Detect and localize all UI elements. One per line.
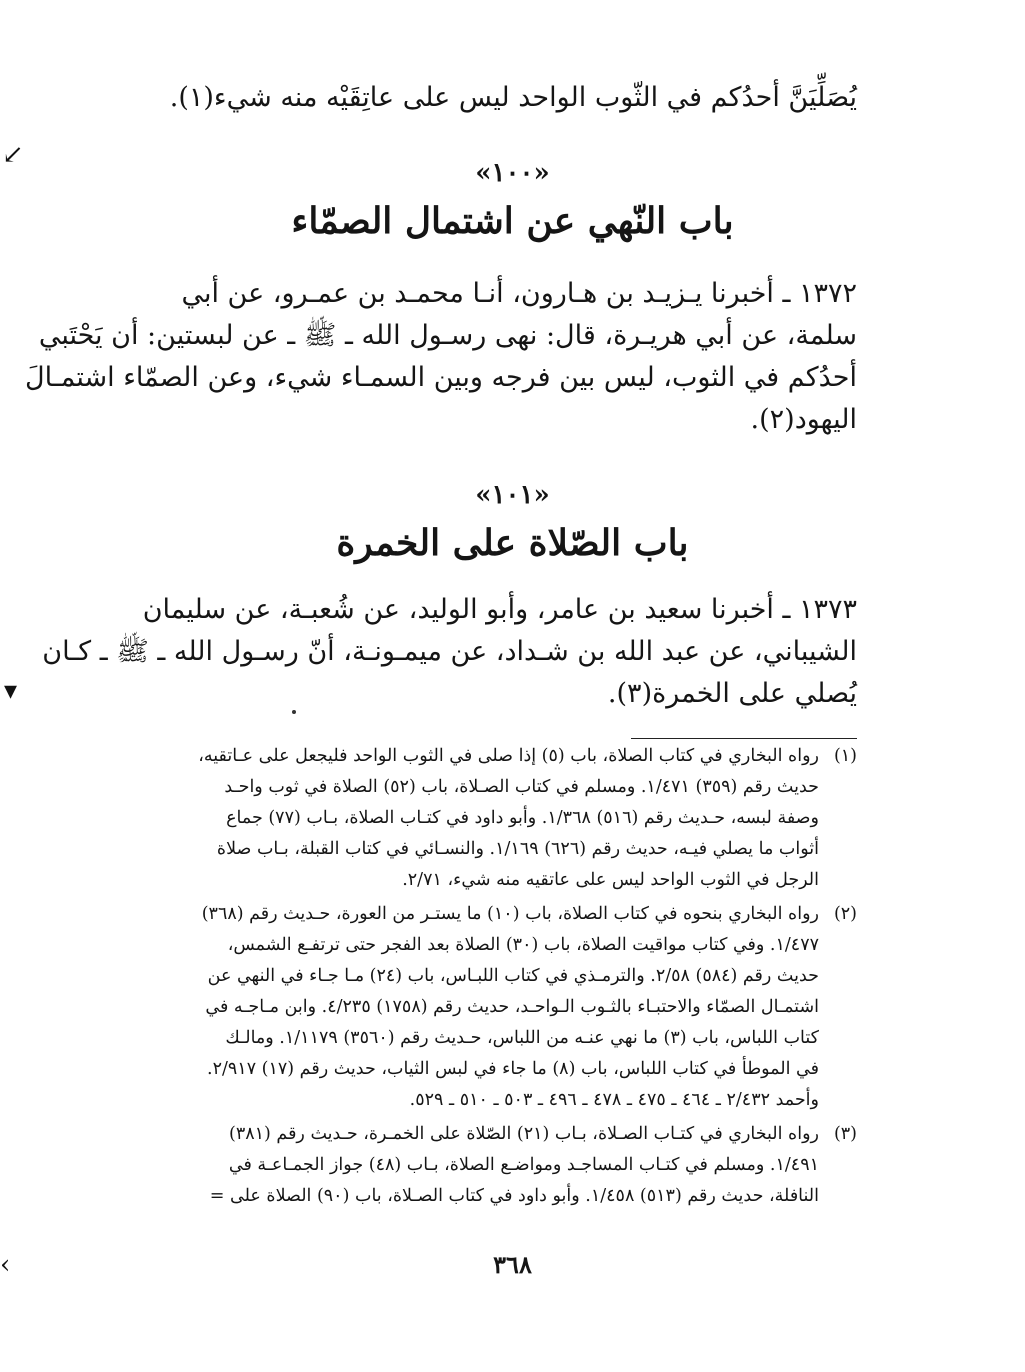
footnote-number: (٣)	[833, 1124, 857, 1144]
footnote-line	[157, 1124, 857, 1145]
footnote-line	[157, 746, 857, 767]
footnote-line: في الموطأ في كتاب اللباس، باب (٨) ما جاء في لبس الثياب، حديث رقم (١٧) ٢/٩١٧.	[207, 1059, 819, 1079]
margin-mark-middle-left: ▾	[4, 676, 18, 706]
footnote-line	[157, 904, 857, 925]
footnote-line: النافلة، حديث رقم (٥١٣) ١/٤٥٨. وأبو داود في كتاب الصـلاة، باب (٩٠) الصلاة على =	[209, 1186, 819, 1206]
footnote-separator	[631, 738, 857, 739]
footnote-line: الرجل في الثوب الواحد ليس على عاتقيه منه شيء، ٢/٧١.	[402, 870, 819, 890]
margin-mark-top-left: ↙	[2, 140, 24, 170]
hadith-line: ١٣٧٣ ـ أخبرنا سعيد بن عامر، وأبو الوليد، عن شُعبـة، عن سليمان	[142, 594, 857, 625]
section-number: «١٠٠»	[475, 158, 550, 188]
margin-mark-bottom-left: ‹	[0, 1250, 11, 1280]
footnote-number: (١)	[833, 746, 857, 766]
intro-line: يُصَلِّيَنَّ أحدُكم في الثّوب الواحد ليس على عاتِقَيْه منه شيء(١).	[169, 82, 857, 113]
hadith-line: يُصلي على الخمرة(٣).	[607, 678, 857, 709]
hadith-line: ١٣٧٢ ـ أخبرنا يـزيـد بن هـارون، أنـا محمـد بن عمـرو، عن أبي	[181, 278, 857, 309]
hadith-line: سلمة، عن أبي هريـرة، قال: نهى رسـول الله ـ ﷺ ـ عن لبستين: أن يَحْتَبي	[38, 320, 857, 351]
footnote-line: وصفة لبسه، حـديث رقم (٥١٦) ١/٣٦٨. وأبو داود في كتـاب الصلاة، بـاب (٧٧) جماع	[226, 808, 819, 828]
section-title: باب الصّلاة على الخمرة	[336, 522, 689, 564]
footnote-text: رواه البخاري بنحوه في كتاب الصلاة، باب (١٠) ما يستـر من العورة، حـديث رقم (٣٦٨)	[201, 904, 819, 924]
section-title: باب النّهي عن اشتمال الصمّاء	[291, 200, 734, 242]
footnote-line: ١/٤٩١. ومسلم في كتـاب المساجـد ومواضـع الصلاة، بـاب (٤٨) جواز الجمـاعـة في	[228, 1155, 819, 1175]
footnote-line: حديث رقم (٣٥٩) ١/٤٧١. ومسلم في كتاب الصـلاة، باب (٥٢) الصلاة في ثوب واحـد	[224, 777, 819, 797]
speck	[292, 710, 296, 714]
footnote-line: ١/٤٧٧. وفي كتاب مواقيت الصلاة، باب (٣٠) الصلاة بعد الفجر حتى ترتفـع الشمس،	[227, 935, 819, 955]
footnote-line: حديث رقم (٥٨٤) ٢/٥٨. والترمـذي في كتاب اللبـاس، باب (٢٤) مـا جـاء في النهي عن	[207, 966, 819, 986]
footnote-line: اشتمـال الصمّاء والاحتبـاء بالثـوب الـواحـد، حديث رقم (١٧٥٨) ٤/٢٣٥. وابن مـاجـه في	[205, 997, 819, 1017]
footnote-line: أثواب ما يصلي فيـه، حديث رقم (٦٢٦) ١/١٦٩. والنسـائي في كتاب القبلة، بـاب صلاة	[216, 839, 819, 859]
section-number: «١٠١»	[475, 480, 550, 510]
footnote-line: وأحمد ٢/٤٣٢ ـ ٤٦٤ ـ ٤٧٥ ـ ٤٧٨ ـ ٤٩٦ ـ ٥٠٣ ـ ٥١٠ ـ ٥٢٩.	[409, 1090, 819, 1110]
footnote-text: رواه البخاري في كتـاب الصـلاة، بـاب (٢١) الصّلاة على الخمـرة، حـديث رقم (٣٨١)	[229, 1124, 819, 1144]
hadith-line: الشيباني، عن عبد الله بن شـداد، عن ميمـونـة، أنّ رسـول الله ـ ﷺ ـ كـان	[42, 636, 857, 667]
footnote-line: كتاب اللباس، باب (٣) ما نهي عنـه من اللباس، حـديث رقم (٣٥٦٠) ١/١١٧٩. ومالـك	[225, 1028, 819, 1048]
hadith-line: أحدُكم في الثوب، ليس بين فرجه وبين السمـاء شيء، وعن الصمّاء اشتمـالَ	[24, 362, 857, 393]
hadith-line: اليهود(٢).	[750, 404, 857, 435]
page-number: ٣٦٨	[493, 1250, 532, 1279]
footnote-text: رواه البخاري في كتاب الصلاة، باب (٥) إذا صلى في الثوب الواحد فليجعل على عـاتقيه،	[198, 746, 819, 766]
footnote-number: (٢)	[833, 904, 857, 924]
